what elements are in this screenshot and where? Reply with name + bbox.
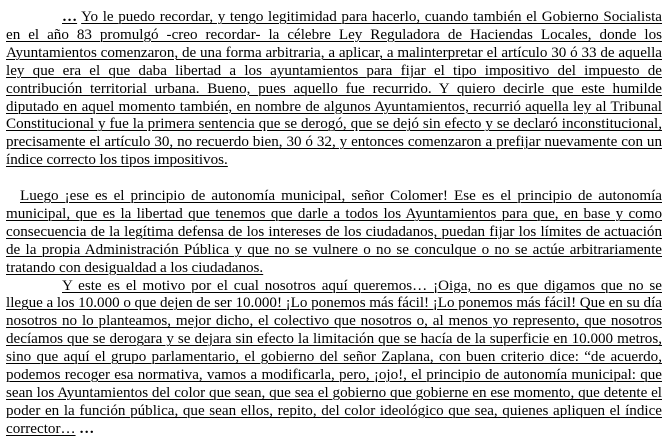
- paragraph-1: [6, 9, 662, 188]
- paragraph-2: [6, 188, 662, 278]
- paragraph-3: [6, 278, 662, 439]
- paragraph-1-text: Yo le puedo recordar, y tengo legitimidad para hacerlo, cuando también el Gobierno Socialista en el año 83 promulgó -creo recordar- la célebre Ley Reguladora de Haciendas Locales, donde los Ayuntamientos comenzaron, de una forma arbitraria, a aplicar, a malinterpretar el artículo 30 ó 33 de aquella ley que era el que daba libertad a los ayuntamientos para fijar el tipo impositivo del impuesto de contribución territorial urbana. Bueno, pues aquello fue recurrido. Y quiero decirle que este humilde diputado en aquel momento también, en nombre de algunos Ayuntamientos, recurrió aquella ley al Tribunal Constitucional y fue la primera sentencia que se derogó, que se dejó sin efecto y se declaró inconstitucional, precisamente el artículo 30, no recuerdo bien, 30 ó 32, y entonces comenzaron a prefijar nuevamente con un índice correcto los tipos impositivos.: [6, 9, 663, 169]
- paragraph-1-lead-ellipsis: …: [62, 9, 78, 25]
- paragraph-3-tail-ellipsis: …: [79, 420, 95, 437]
- paragraph-2-text: Luego ¡ese es el principio de autonomía municipal, señor Colomer! Ese es el principio de autonomía municipal, que es la libertad que tenemos que darle a todos los Ayuntamientos para que, en base y como consecuencia de la legítima defensa de los intereses de los ciudadanos, puedan fijar los límites de actuación de la propia Administración Pública y que no se vulnere o no se conculque o no se actúe arbitrariamente tratando con desigualdad a los ciudadanos.: [6, 188, 662, 276]
- paragraph-3-text: Y este es el motivo por el cual nosotros aquí queremos… ¡Oiga, no es que digamos que no se llegue a los 10.000 o que dejen de ser 10.000! ¡Lo ponemos más fácil! ¡Lo ponemos más fácil! Que en su día nosotros no lo planteamos, mejor dicho, el colectivo que nosotros o, al menos yo represento, que nosotros decíamos que se derogara y se dejara sin efecto la limitación que se hacía de la superficie en 10.000 metros, sino que aquí el grupo parlamentario, el gobierno del señor Zaplana, con buen criterio dice: “de acuerdo, podemos recoger esa normativa, vamos a modificarla, pero, ¡ojo!, el principio de autonomía municipal: que sean los Ayuntamientos del color que sean, que sea el gobierno que gobierne en ese momento, que detente el poder en la función pública, que sean ellos, repito, del color ideológico que sea, quienes apliquen el índice corrector…: [6, 277, 662, 437]
- document-page: [6, 9, 662, 439]
